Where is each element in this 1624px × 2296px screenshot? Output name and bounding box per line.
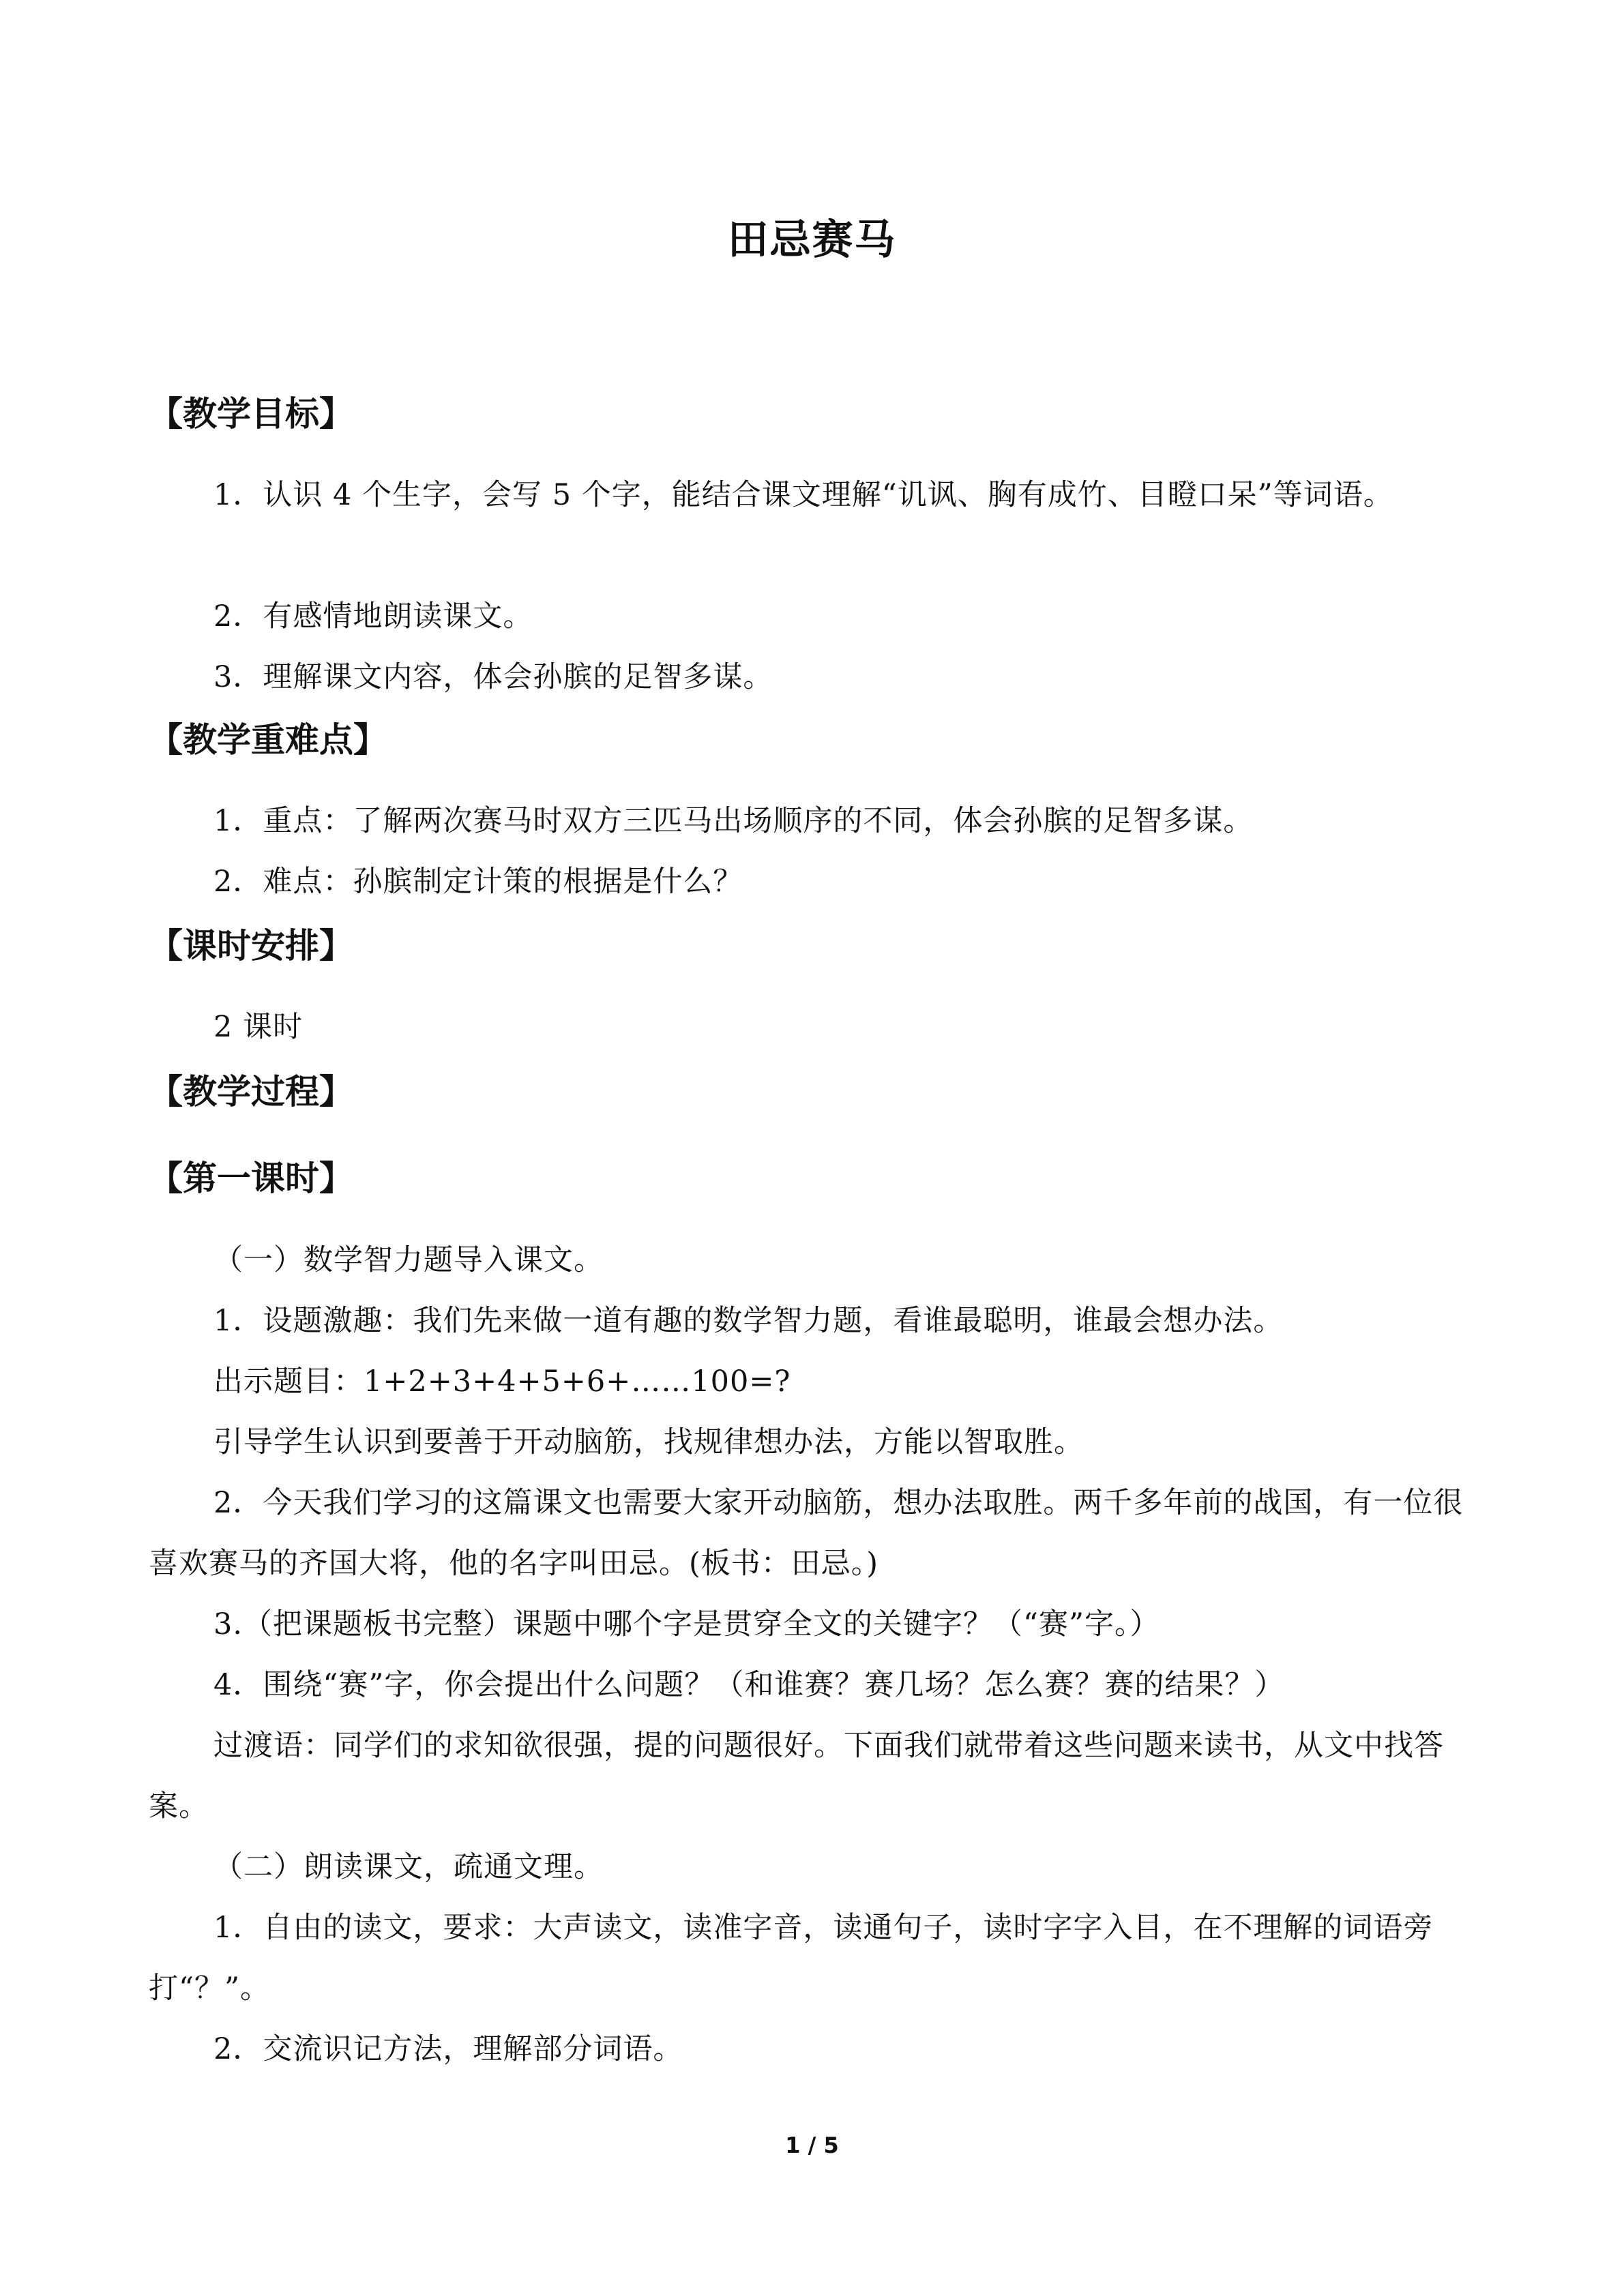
goal-item: 1．认识 4 个生字，会写 5 个字，能结合课文理解“讥讽、胸有成竹、目瞪口呆”等词语。 — [213, 478, 1393, 512]
heading-key-points: 【教学重难点】 — [149, 720, 387, 760]
key-point-item: 2．难点：孙膑制定计策的根据是什么？ — [213, 865, 743, 899]
key-point-item: 1．重点：了解两次赛马时双方三匹马出场顺序的不同，体会孙膑的足智多谋。 — [213, 804, 1254, 838]
schedule-value: 2 课时 — [213, 1010, 304, 1044]
heading-schedule: 【课时安排】 — [149, 926, 353, 966]
lesson-step: 引导学生认识到要善于开动脑筋，找规律想办法，方能以智取胜。 — [213, 1425, 1084, 1459]
lesson-step: 2．今天我们学习的这篇课文也需要大家开动脑筋，想办法取胜。两千多年前的战国，有一位很喜欢赛马的齐国大将，他的名字叫田忌。(板书：田忌。) — [149, 1486, 1464, 1581]
goal-item: 2．有感情地朗读课文。 — [213, 599, 533, 633]
heading-teaching-goals: 【教学目标】 — [149, 394, 353, 434]
lesson-step: 1．自由的读文，要求：大声读文，读准字音，读通句子，读时字字入目，在不理解的词语旁打“？”。 — [149, 1911, 1434, 2006]
lesson-step: 出示题目：1+2+3+4+5+6+……100=? — [213, 1365, 791, 1399]
goal-item: 3．理解课文内容，体会孙膑的足智多谋。 — [213, 660, 773, 694]
lesson-step: 2．交流识记方法，理解部分词语。 — [213, 2032, 683, 2066]
heading-first-lesson: 【第一课时】 — [149, 1159, 353, 1198]
lesson-step: 4．围绕“赛”字，你会提出什么问题？（和谁赛？赛几场？怎么赛？赛的结果？） — [213, 1668, 1285, 1702]
lesson-step: （二）朗读课文，疏通文理。 — [213, 1850, 604, 1884]
lesson-step: 1．设题激趣：我们先来做一道有趣的数学智力题，看谁最聪明，谁最会想办法。 — [213, 1304, 1284, 1338]
document-title: 田忌赛马 — [727, 216, 897, 264]
heading-teaching-process: 【教学过程】 — [149, 1072, 353, 1112]
page-number: 1 / 5 — [785, 2132, 839, 2158]
lesson-step: （一）数学智力题导入课文。 — [213, 1243, 604, 1277]
lesson-step: 过渡语：同学们的求知欲很强，提的问题很好。下面我们就带着这些问题来读书，从文中找答案。 — [149, 1729, 1444, 1823]
lesson-step: 3.（把课题板书完整）课题中哪个字是贯穿全文的关键字？（“赛”字。） — [213, 1607, 1160, 1641]
